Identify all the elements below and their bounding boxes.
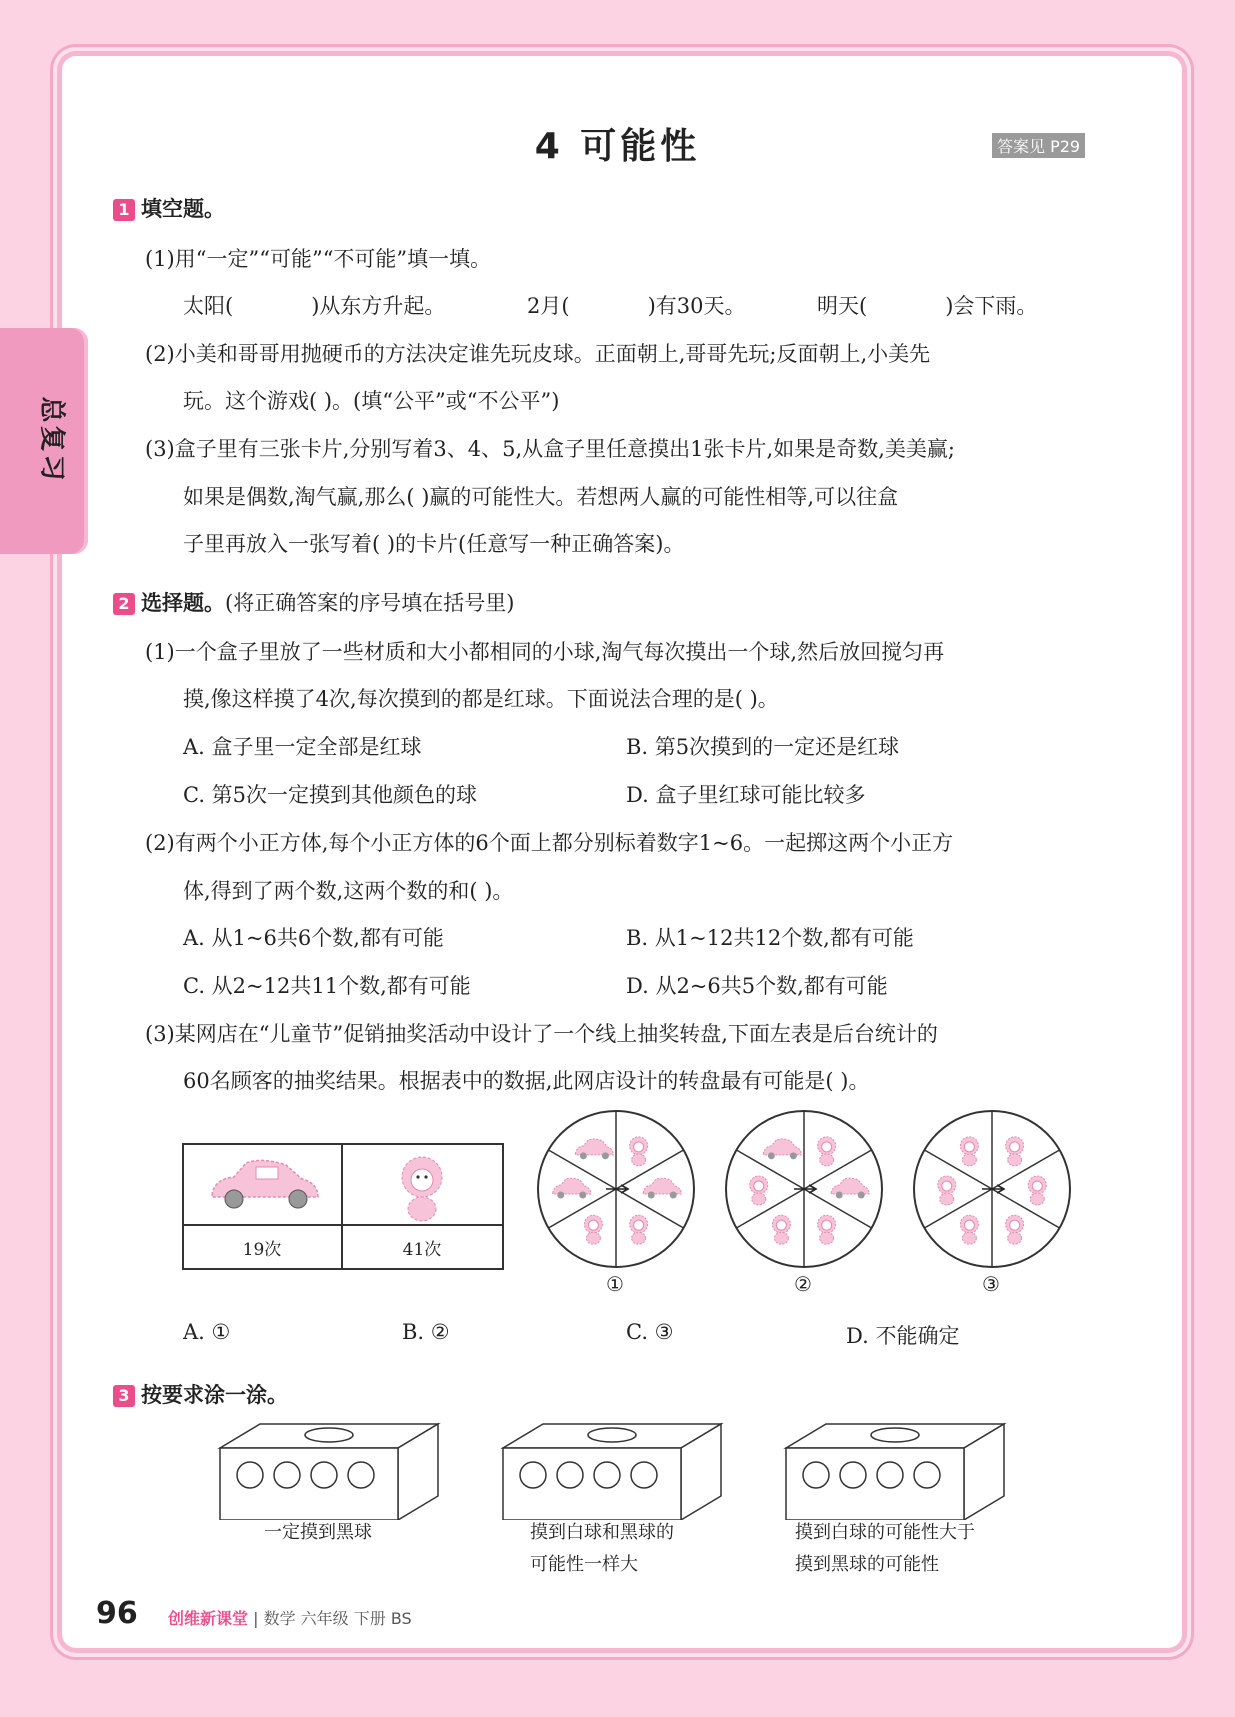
ball-slot[interactable] [594, 1462, 620, 1488]
q2-2-option-c: C. 从2~12共11个数,都有可能 [183, 974, 471, 998]
q2-3-option-a: A. ① [183, 1320, 231, 1344]
section-1-title: 填空题。 [141, 197, 225, 221]
ball-slot[interactable] [237, 1462, 263, 1488]
q2-3-option-c: C. ③ [626, 1320, 674, 1344]
q2-2-option-a: A. 从1~6共6个数,都有可能 [183, 926, 444, 950]
footer-info: 创维新课堂 | 数学 六年级 下册 BS [168, 1609, 412, 1628]
q2-1-option-d: D. 盒子里红球可能比较多 [626, 783, 866, 807]
box-2-caption-line1: 摸到白球和黑球的 [530, 1522, 674, 1543]
ball-box-2 [503, 1424, 721, 1520]
monkey-icon [960, 1137, 978, 1166]
ball-slot[interactable] [877, 1462, 903, 1488]
side-tab [0, 328, 88, 554]
section-1-number: 1 [113, 199, 135, 221]
q2-2-text-line2: 体,得到了两个数,这两个数的和( )。 [183, 879, 514, 903]
ball-boxes [210, 1420, 1020, 1520]
ball-box-3 [786, 1424, 1004, 1520]
ball-slot[interactable] [311, 1462, 337, 1488]
ball-slot[interactable] [348, 1462, 374, 1488]
q2-1-text-line1: (1)一个盒子里放了一些材质和大小都相同的小球,淘气每次摸出一个球,然后放回搅匀再 [145, 640, 945, 664]
section-2-heading [113, 587, 514, 617]
monkey-icon [1006, 1137, 1024, 1166]
ball-slot[interactable] [557, 1462, 583, 1488]
box-3-caption-line1: 摸到白球的可能性大于 [795, 1522, 975, 1543]
monkey-icon [938, 1176, 956, 1205]
table-monkey-count: 41次 [402, 1240, 442, 1260]
q1-3-text-line1: (3)盒子里有三张卡片,分别写着3、4、5,从盒子里任意摸出1张卡片,如果是奇数,美美赢; [145, 437, 955, 461]
box-3-caption-line2: 摸到黑球的可能性 [795, 1554, 939, 1575]
monkey-icon [630, 1215, 648, 1244]
ball-slot[interactable] [631, 1462, 657, 1488]
ball-slot[interactable] [520, 1462, 546, 1488]
ball-slot[interactable] [840, 1462, 866, 1488]
box-1-caption: 一定摸到黑球 [264, 1522, 372, 1543]
footer-brand: 创维新课堂 [168, 1609, 249, 1628]
page-number: 96 [96, 1596, 138, 1631]
q2-1-text-line2: 摸,像这样摸了4次,每次摸到的都是红球。下面说法合理的是( )。 [183, 687, 779, 711]
section-2-number: 2 [113, 593, 135, 615]
table-car-count: 19次 [242, 1240, 282, 1260]
monkey-icon [960, 1215, 978, 1244]
q1-3-text-line2: 如果是偶数,淘气赢,那么( )赢的可能性大。若想两人赢的可能性相等,可以往盒 [183, 485, 899, 509]
footer-book-info: 数学 六年级 下册 BS [263, 1609, 412, 1628]
q2-2-option-b: B. 从1~12共12个数,都有可能 [626, 926, 914, 950]
q2-3-option-b: B. ② [402, 1320, 450, 1344]
page-title: 4 可能性 [534, 126, 701, 167]
q1-1-item-feb: 2月( )有30天。 [527, 294, 746, 318]
q1-2-text-line1: (2)小美和哥哥用抛硬币的方法决定谁先玩皮球。正面朝上,哥哥先玩;反面朝上,小美先 [145, 342, 931, 366]
q2-1-option-c: C. 第5次一定摸到其他颜色的球 [183, 783, 478, 807]
q2-2-option-d: D. 从2~6共5个数,都有可能 [626, 974, 888, 998]
monkey-icon [818, 1137, 836, 1166]
side-tab-label: 总复习 [36, 396, 67, 484]
wheel-2-label: ② [794, 1272, 812, 1296]
section-3-number: 3 [113, 1385, 135, 1407]
ball-box-1 [220, 1424, 438, 1520]
section-3-title: 按要求涂一涂。 [141, 1383, 288, 1407]
section-2-title: 选择题。 [141, 591, 225, 615]
section-3-heading [113, 1379, 288, 1409]
wheel-3-label: ③ [982, 1272, 1000, 1296]
q1-1-item-tomorrow: 明天( )会下雨。 [817, 294, 1038, 318]
monkey-icon [1006, 1215, 1024, 1244]
monkey-icon [750, 1176, 768, 1205]
section-2-note: (将正确答案的序号填在括号里) [225, 591, 515, 615]
monkey-icon [1028, 1176, 1046, 1205]
monkey-icon [818, 1215, 836, 1244]
wheel-1-label: ① [606, 1272, 624, 1296]
result-table [182, 1143, 505, 1271]
q2-3-text-line2: 60名顾客的抽奖结果。根据表中的数据,此网店设计的转盘最有可能是( )。 [183, 1069, 870, 1093]
box-2-caption-line2: 可能性一样大 [530, 1554, 638, 1575]
q2-1-option-a: A. 盒子里一定全部是红球 [183, 735, 422, 759]
q2-1-option-b: B. 第5次摸到的一定还是红球 [626, 735, 900, 759]
spinner-wheel-3 [914, 1111, 1070, 1267]
monkey-icon [772, 1215, 790, 1244]
q1-2-text-line2: 玩。这个游戏( )。(填“公平”或“不公平”) [183, 389, 560, 413]
ball-slot[interactable] [914, 1462, 940, 1488]
q1-1-text: (1)用“一定”“可能”“不可能”填一填。 [145, 247, 492, 271]
answer-reference-badge: 答案见 P29 [992, 133, 1085, 158]
section-1-heading [113, 193, 225, 223]
q2-3-text-line1: (3)某网店在“儿童节”促销抽奖活动中设计了一个线上抽奖转盘,下面左表是后台统计的 [145, 1022, 938, 1046]
q2-3-option-d: D. 不能确定 [846, 1324, 960, 1348]
q1-1-item-sun: 太阳( )从东方升起。 [183, 294, 446, 318]
ball-slot[interactable] [803, 1462, 829, 1488]
monkey-icon [630, 1137, 648, 1166]
q2-2-text-line1: (2)有两个小正方体,每个小正方体的6个面上都分别标着数字1~6。一起掷这两个小正方 [145, 831, 954, 855]
monkey-icon [584, 1215, 602, 1244]
spinner-wheel-1 [538, 1111, 694, 1267]
ball-slot[interactable] [274, 1462, 300, 1488]
spinner-wheel-2 [726, 1111, 882, 1267]
q1-3-text-line3: 子里再放入一张写着( )的卡片(任意写一种正确答案)。 [183, 532, 685, 556]
